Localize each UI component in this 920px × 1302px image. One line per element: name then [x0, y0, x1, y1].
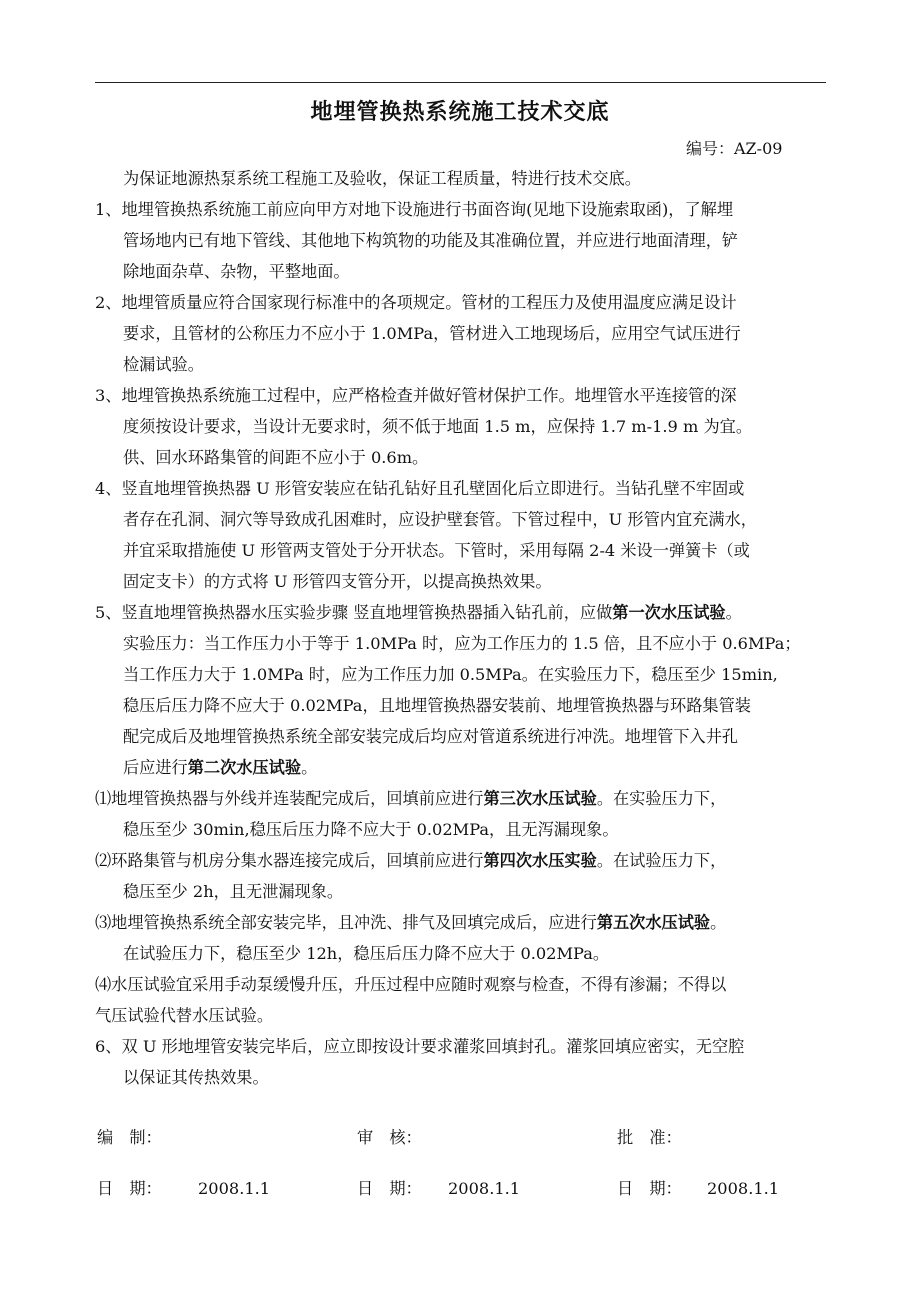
section-5-line-4: 稳压后压力降不应大于 0.02MPa，且地埋管换热器安装前、地埋管换热器与环路集管装: [123, 696, 751, 715]
section-4-line-4: 固定支卡）的方式将 U 形管四支管分开，以提高换热效果。: [123, 572, 552, 591]
compiler-label: 编 制：: [97, 1128, 162, 1147]
fourth-pressure-test-highlight: 第四次水压实验: [483, 851, 597, 870]
section-1-line-3: 除地面杂草、杂物，平整地面。: [123, 262, 350, 281]
document-title: 地埋管换热系统施工技术交底: [310, 99, 610, 125]
review-date-label: 日 期：: [357, 1179, 422, 1198]
first-pressure-test-highlight: 第一次水压试验: [612, 603, 726, 622]
section-5-text: 后应进行: [123, 758, 188, 777]
section-5-line-3: 当工作压力大于 1.0MPa 时，应为工作压力加 0.5MPa。在实验压力下，稳压至少 15min,: [123, 665, 778, 684]
review-date-value: 2008.1.1: [448, 1179, 521, 1198]
section-2-line-2: 要求，且管材的公称压力不应小于 1.0MPa，管材进入工地现场后，应用空气试压进行: [123, 324, 741, 343]
third-pressure-test-highlight: 第三次水压试验: [483, 789, 597, 808]
top-rule: [95, 82, 826, 83]
subitem-text: ⑵环路集管与机房分集水器连接完成后，回填前应进行: [95, 851, 484, 870]
fifth-pressure-test-highlight: 第五次水压试验: [596, 913, 711, 932]
subitem-3-line-2: 在试验压力下，稳压至少 12h，稳压后压力降不应大于 0.02MPa。: [123, 944, 610, 963]
approve-date-label: 日 期：: [617, 1179, 682, 1198]
subitem-3-line-1: [95, 912, 726, 934]
section-5-line-5: 配完成后及地埋管换热系统全部安装完成后均应对管道系统进行冲洗。地埋管下入井孔: [123, 727, 739, 746]
compile-date-value: 2008.1.1: [198, 1179, 271, 1198]
subitem-text: 。: [710, 913, 727, 932]
subitem-text: 。在实验压力下，: [596, 789, 727, 808]
section-4-line-1: 4、竖直地埋管换热器 U 形管安装应在钻孔钻好且孔壁固化后立即进行。当钻孔壁不牢固或: [95, 479, 745, 498]
subitem-2-line-1: [95, 850, 726, 872]
section-4-line-3: 并宜采取措施使 U 形管两支管处于分开状态。下管时，采用每隔 2-4 米设一弹簧卡（或: [123, 541, 750, 560]
subitem-4-line-2: 气压试验代替水压试验。: [95, 1006, 274, 1025]
subitem-text: ⑶地埋管换热系统全部安装完毕，且冲洗、排气及回填完成后，应进行: [95, 913, 597, 932]
section-3-line-3: 供、回水环路集管的间距不应小于 0.6m。: [123, 448, 429, 467]
subitem-2-line-2: 稳压至少 2h，且无泄漏现象。: [123, 882, 344, 901]
second-pressure-test-highlight: 第二次水压试验: [187, 758, 302, 777]
intro-paragraph: 为保证地源热泵系统工程施工及验收，保证工程质量，特进行技术交底。: [123, 169, 641, 188]
section-1-line-2: 管场地内已有地下管线、其他地下构筑物的功能及其准确位置，并应进行地面清理，铲: [123, 231, 739, 250]
reviewer-label: 审 核：: [357, 1128, 422, 1147]
compile-date-label: 日 期：: [97, 1179, 162, 1198]
section-5-line-2: 实验压力：当工作压力小于等于 1.0MPa 时，应为工作压力的 1.5 倍，且不应小于 0.6MPa；: [123, 634, 801, 653]
section-5-punct: 。: [725, 603, 742, 622]
section-5-punct: 。: [301, 758, 318, 777]
section-3-line-1: 3、地埋管换热系统施工过程中，应严格检查并做好管材保护工作。地埋管水平连接管的深: [95, 386, 737, 405]
subitem-1-line-1: [95, 788, 726, 810]
section-1-line-1: 1、地埋管换热系统施工前应向甲方对地下设施进行书面咨询(见地下设施索取函)，了解埋: [95, 200, 734, 219]
section-4-line-2: 者存在孔洞、洞穴等导致成孔困难时，应设护壁套管。下管过程中，U 形管内宜充满水，: [123, 510, 757, 529]
subitem-1-line-2: 稳压至少 30min,稳压后压力降不应大于 0.02MPa，且无泻漏现象。: [123, 820, 619, 839]
section-3-line-2: 度须按设计要求，当设计无要求时，须不低于地面 1.5 m，应保持 1.7 m-1.9 m 为宜。: [123, 417, 753, 436]
subitem-text: ⑴地埋管换热器与外线并连装配完成后，回填前应进行: [95, 789, 484, 808]
section-6-line-1: 6、双 U 形地埋管安装完毕后，应立即按设计要求灌浆回填封孔。灌浆回填应密实，无空腔: [95, 1037, 745, 1056]
subitem-text: 。在试验压力下，: [596, 851, 727, 870]
approver-label: 批 准：: [617, 1128, 682, 1147]
section-5-line-6: [123, 757, 317, 779]
subitem-4-line-1: ⑷水压试验宜采用手动泵缓慢升压，升压过程中应随时观察与检查，不得有渗漏；不得以: [95, 975, 727, 994]
section-5-text: 5、竖直地埋管换热器水压实验步骤 竖直地埋管换热器插入钻孔前，应做: [95, 603, 613, 622]
document-number: 编号：AZ-09: [686, 139, 783, 158]
section-6-line-2: 以保证其传热效果。: [123, 1068, 269, 1087]
section-2-line-1: 2、地埋管质量应符合国家现行标准中的各项规定。管材的工程压力及使用温度应满足设计: [95, 293, 737, 312]
approve-date-value: 2008.1.1: [707, 1179, 780, 1198]
section-2-line-3: 检漏试验。: [123, 355, 204, 374]
section-5-line-1: [95, 602, 742, 624]
